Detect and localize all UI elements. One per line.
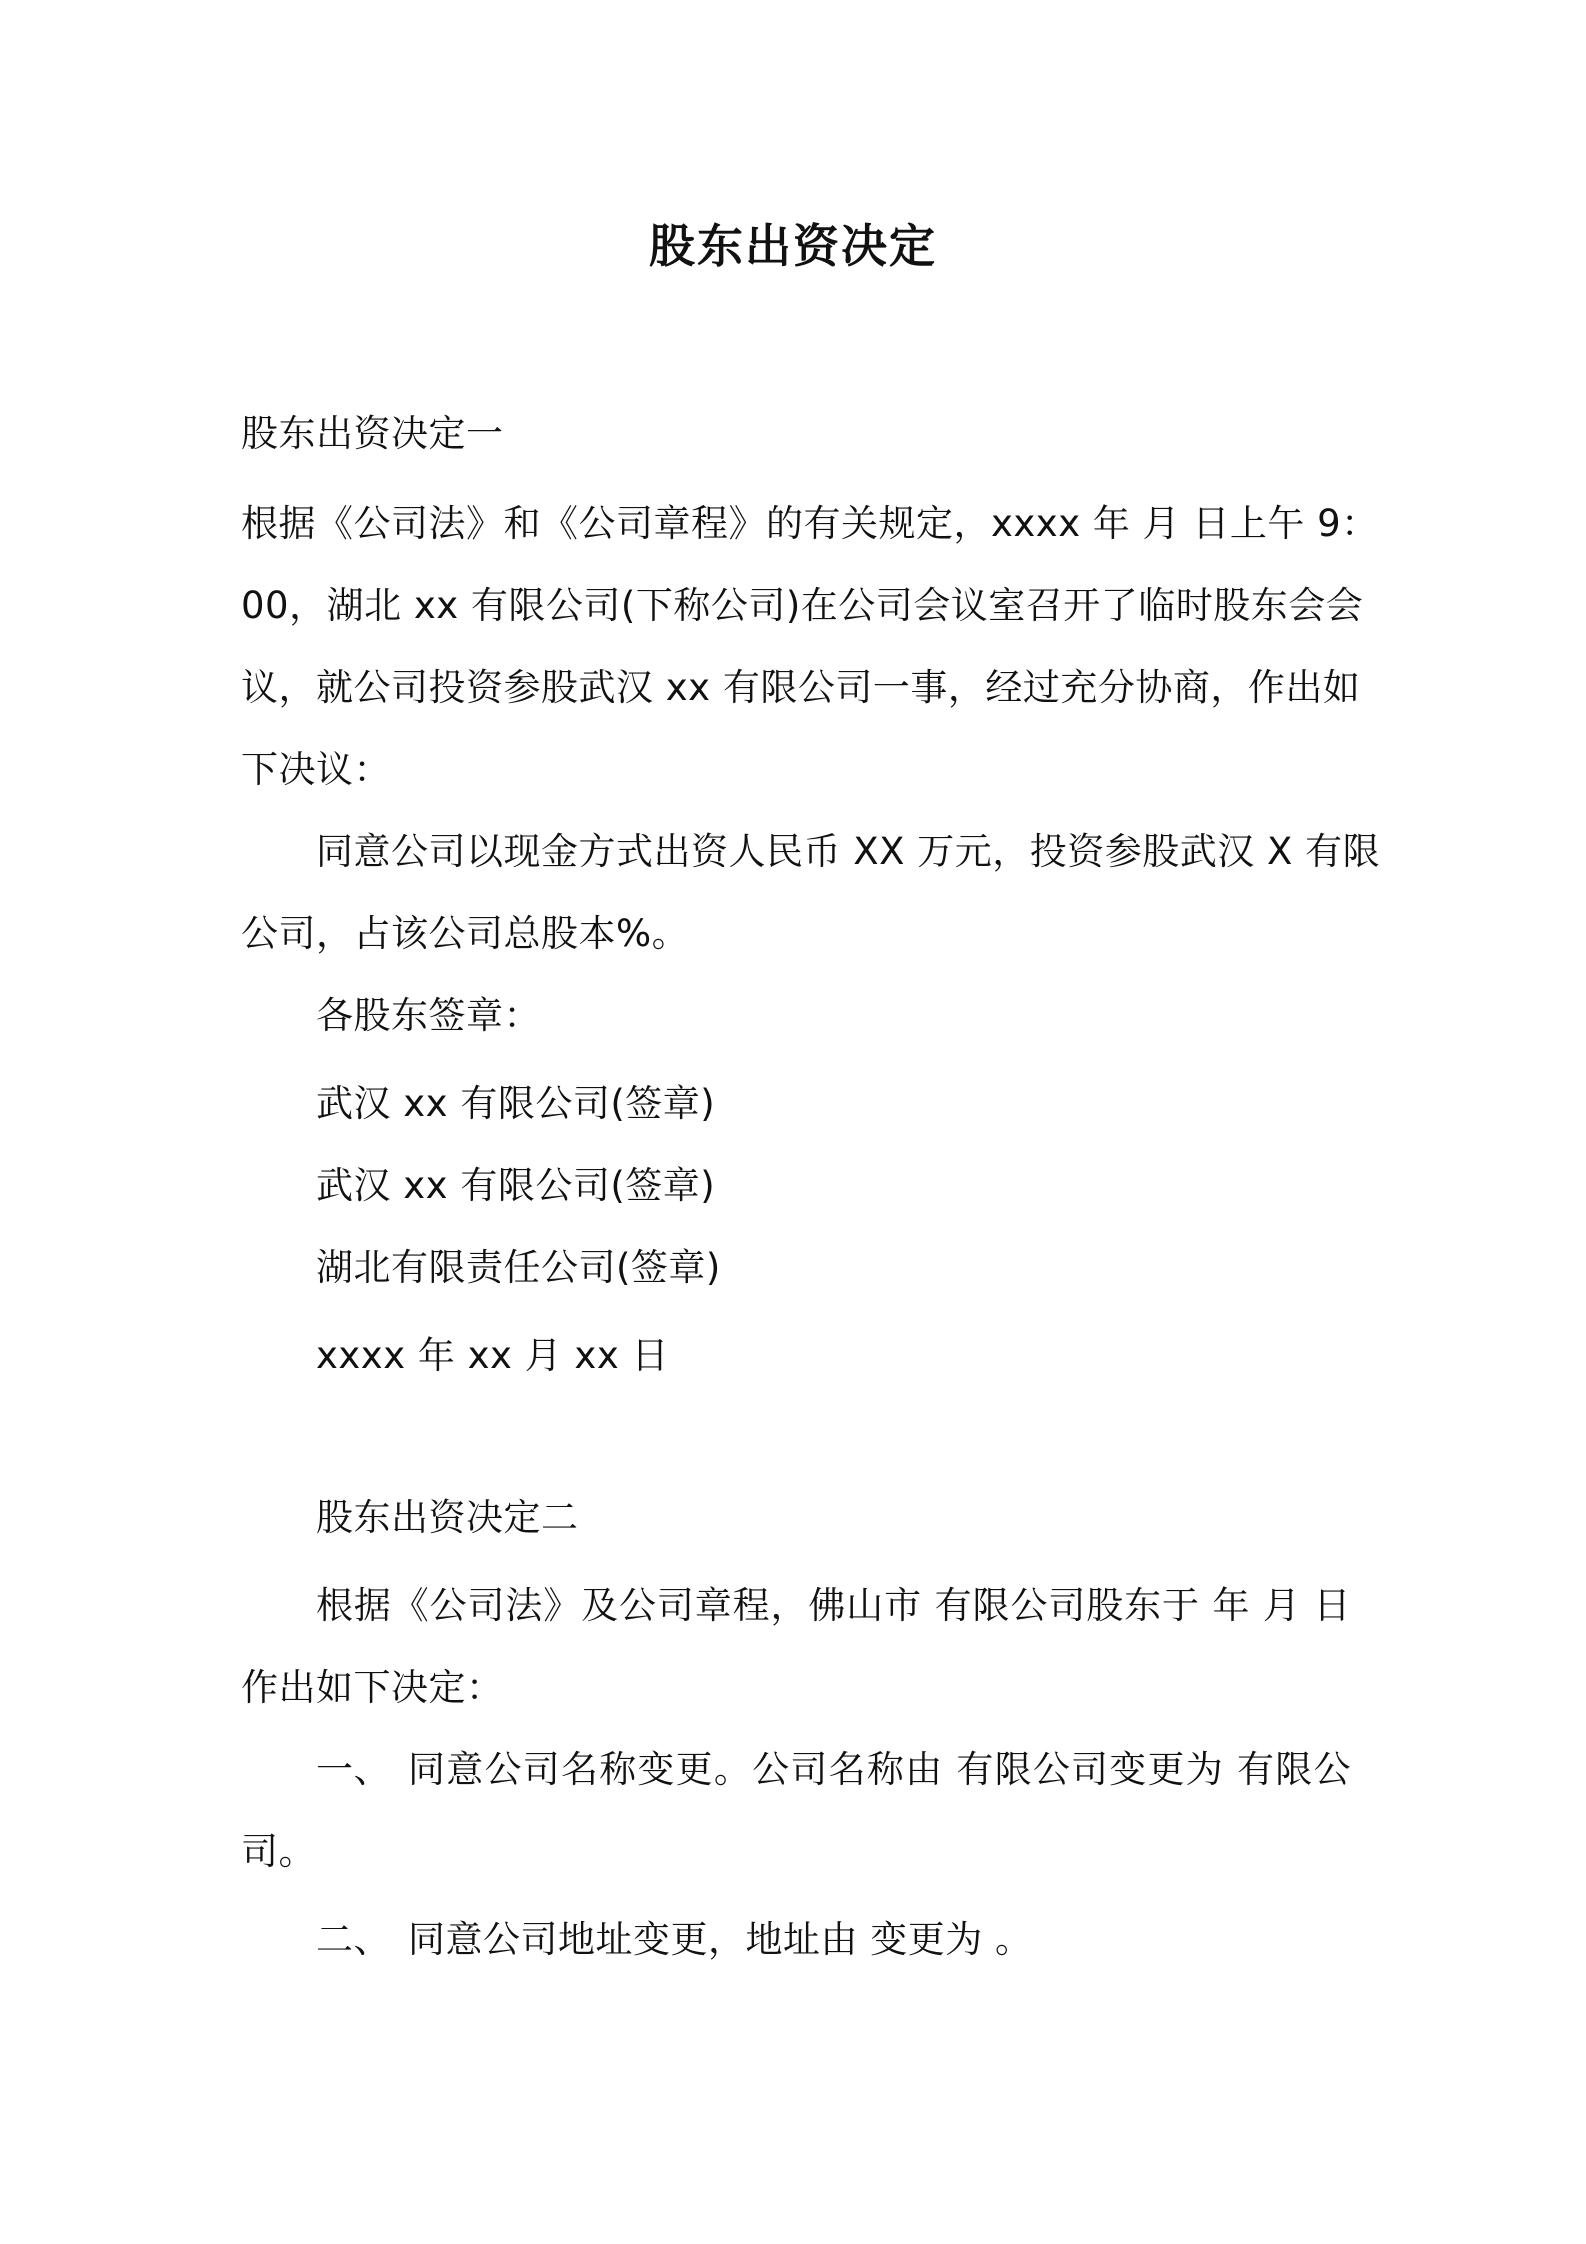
- item1-line1: 同意公司名称变更。公司名称由 有限公司变更为 有限公: [408, 1748, 1351, 1791]
- signatory-1: 武汉 xx 有限公司(签章): [316, 1082, 716, 1125]
- item2-number: 二、: [316, 1918, 391, 1961]
- section1-para2-line2: 公司，占该公司总股本%。: [241, 912, 690, 955]
- signatory-2: 武汉 xx 有限公司(签章): [316, 1164, 716, 1207]
- section1-para1-line4: 下决议：: [241, 748, 391, 791]
- item1-line2: 司。: [241, 1830, 316, 1873]
- section1-heading: 股东出资决定一: [241, 412, 504, 455]
- section1-date: xxxx 年 xx 月 xx 日: [316, 1334, 669, 1377]
- section1-para2-line1: 同意公司以现金方式出资人民币 XX 万元，投资参股武汉 X 有限: [316, 830, 1381, 873]
- section1-para1-line1: 根据《公司法》和《公司章程》的有关规定，xxxx 年 月 日上午 9：: [241, 502, 1379, 545]
- section2-heading: 股东出资决定二: [316, 1496, 579, 1539]
- section1-para1-line3: 议，就公司投资参股武汉 xx 有限公司一事，经过充分协商，作出如: [241, 666, 1361, 709]
- sign-heading: 各股东签章：: [316, 994, 541, 1037]
- item2-text: 同意公司地址变更，地址由 变更为 。: [408, 1918, 1033, 1961]
- document-title: 股东出资决定: [649, 219, 937, 273]
- signatory-3: 湖北有限责任公司(签章): [316, 1246, 721, 1289]
- item1-number: 一、: [316, 1748, 391, 1791]
- section2-intro-line2: 作出如下决定：: [241, 1666, 504, 1709]
- section1-para1-line2: 00，湖北 xx 有限公司(下称公司)在公司会议室召开了临时股东会会: [241, 584, 1364, 627]
- section2-intro-line1: 根据《公司法》及公司章程，佛山市 有限公司股东于 年 月 日: [316, 1584, 1351, 1627]
